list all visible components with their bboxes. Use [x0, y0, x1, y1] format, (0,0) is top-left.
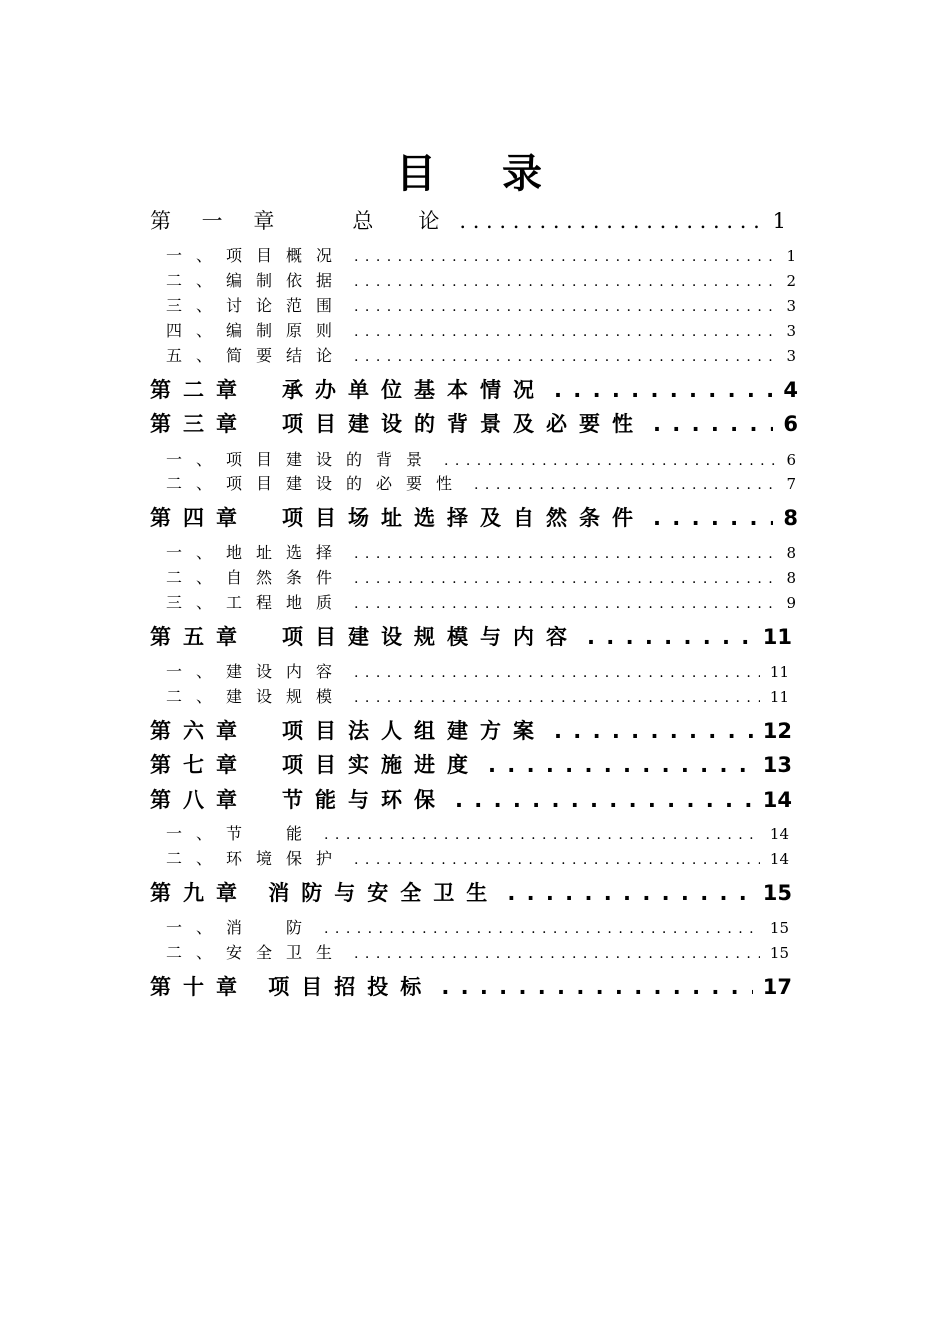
toc-entry-page: 4	[783, 378, 798, 402]
toc-entry-section[interactable]	[166, 295, 796, 317]
toc-entry-page: 3	[786, 322, 796, 340]
toc-entry-section[interactable]	[166, 270, 796, 292]
toc-entry-label: 第九章 消防与安全卫生	[150, 881, 500, 905]
toc-leader-dots	[354, 543, 776, 565]
toc-entry-section[interactable]	[166, 542, 796, 564]
toc-entry-page: 12	[762, 719, 792, 743]
toc-entry-label: 四、编制原则	[166, 321, 347, 340]
toc-entry-page: 6	[786, 451, 796, 469]
toc-entry-section[interactable]	[166, 942, 789, 964]
toc-entry-page: 8	[786, 569, 796, 587]
toc-entry-page: 7	[786, 475, 796, 493]
toc-entry-chapter-2[interactable]	[150, 375, 798, 405]
toc-leader-dots	[354, 849, 760, 871]
toc-leader-dots	[554, 375, 773, 405]
toc-entry-label: 一、消 防	[166, 918, 317, 937]
toc-entry-label: 三、讨论范围	[166, 296, 347, 315]
toc-entry-label: 二、安全卫生	[166, 943, 347, 962]
toc-entry-label: 二、编制依据	[166, 271, 347, 290]
toc-entry-page: 8	[786, 544, 796, 562]
toc-entry-label: 二、自然条件	[166, 568, 347, 587]
toc-entry-label: 第四章 项目场址选择及自然条件	[150, 506, 645, 530]
toc-leader-dots	[354, 246, 776, 268]
toc-entry-page: 2	[786, 272, 796, 290]
toc-entry-section[interactable]	[166, 917, 789, 939]
toc-leader-dots	[474, 474, 776, 496]
toc-entry-page: 13	[762, 753, 792, 777]
toc-entry-section[interactable]	[166, 848, 789, 870]
toc-entry-section[interactable]	[166, 686, 789, 708]
toc-entry-page: 15	[769, 919, 789, 937]
toc-entry-page: 15	[769, 944, 789, 962]
toc-entry-label: 第 一 章 总 论	[150, 209, 452, 233]
toc-entry-chapter-9[interactable]	[150, 878, 792, 908]
toc-leader-dots	[324, 918, 760, 940]
toc-entry-page: 1	[772, 209, 798, 233]
toc-entry-section[interactable]	[166, 592, 796, 614]
toc-entry-section[interactable]	[166, 245, 796, 267]
toc-leader-dots	[354, 346, 776, 368]
toc-entry-page: 8	[783, 506, 798, 530]
toc-leader-dots	[354, 687, 760, 709]
toc-entry-page: 11	[769, 688, 789, 706]
toc-leader-dots	[354, 943, 760, 965]
toc-entry-page: 3	[786, 347, 796, 365]
toc-entry-section[interactable]	[166, 473, 796, 495]
toc-entry-chapter-1[interactable]	[150, 206, 798, 236]
toc-leader-dots	[354, 321, 776, 343]
toc-entry-page: 6	[783, 412, 798, 436]
toc-entry-page: 15	[762, 881, 792, 905]
toc-entry-label: 第三章 项目建设的背景及必要性	[150, 412, 645, 436]
toc-entry-label: 一、地址选择	[166, 543, 347, 562]
toc-leader-dots	[455, 785, 753, 815]
toc-leader-dots	[488, 750, 753, 780]
toc-entry-label: 二、项目建设的必要性	[166, 474, 467, 493]
toc-leader-dots	[324, 824, 760, 846]
toc-entry-label: 二、环境保护	[166, 849, 347, 868]
toc-leader-dots	[354, 593, 776, 615]
toc-entry-section[interactable]	[166, 823, 789, 845]
toc-entry-label: 一、项目概况	[166, 246, 347, 265]
toc-entry-chapter-10[interactable]	[150, 972, 792, 1002]
toc-entry-label: 第八章 节能与环保	[150, 788, 447, 812]
toc-entry-label: 第六章 项目法人组建方案	[150, 719, 546, 743]
toc-entry-label: 第五章 项目建设规模与内容	[150, 625, 579, 649]
toc-entry-chapter-3[interactable]	[150, 409, 798, 439]
toc-entry-page: 17	[762, 975, 792, 999]
toc-entry-chapter-6[interactable]	[150, 716, 792, 746]
toc-entry-label: 一、项目建设的背景	[166, 450, 437, 469]
toc-leader-dots	[507, 878, 752, 908]
toc-entry-chapter-4[interactable]	[150, 503, 798, 533]
toc-leader-dots	[459, 206, 762, 236]
toc-entry-page: 11	[762, 625, 792, 649]
toc-leader-dots	[653, 503, 773, 533]
toc-entry-label: 一、节 能	[166, 824, 317, 843]
toc-leader-dots	[441, 972, 752, 1002]
toc-entry-chapter-5[interactable]	[150, 622, 792, 652]
toc-entry-section[interactable]	[166, 661, 789, 683]
toc-leader-dots	[554, 716, 753, 746]
toc-entry-page: 14	[762, 788, 792, 812]
toc-entry-page: 11	[769, 663, 789, 681]
toc-leader-dots	[354, 271, 776, 293]
toc-entry-chapter-8[interactable]	[150, 785, 792, 815]
toc-entry-label: 五、简要结论	[166, 346, 347, 365]
toc-entry-page: 3	[786, 297, 796, 315]
toc-leader-dots	[354, 296, 776, 318]
toc-entry-section[interactable]	[166, 320, 796, 342]
toc-entry-page: 14	[769, 850, 789, 868]
toc-entry-page: 14	[769, 825, 789, 843]
toc-leader-dots	[354, 662, 760, 684]
toc-entry-label: 第十章 项目招投标	[150, 975, 434, 999]
toc-entry-chapter-7[interactable]	[150, 750, 792, 780]
toc-entry-page: 1	[786, 247, 796, 265]
toc-entry-label: 三、工程地质	[166, 593, 347, 612]
toc-entry-label: 第二章 承办单位基本情况	[150, 378, 546, 402]
toc-entry-label: 一、建设内容	[166, 662, 347, 681]
toc-entry-section[interactable]	[166, 567, 796, 589]
toc-leader-dots	[444, 450, 776, 472]
toc-entry-section[interactable]	[166, 449, 796, 471]
toc-entry-label: 二、建设规模	[166, 687, 347, 706]
toc-title: 目 录	[396, 151, 568, 197]
toc-entry-section[interactable]	[166, 345, 796, 367]
toc-entry-page: 9	[786, 594, 796, 612]
toc-entry-label: 第七章 项目实施进度	[150, 753, 480, 777]
toc-leader-dots	[354, 568, 776, 590]
toc-leader-dots	[653, 409, 773, 439]
toc-leader-dots	[587, 622, 753, 652]
